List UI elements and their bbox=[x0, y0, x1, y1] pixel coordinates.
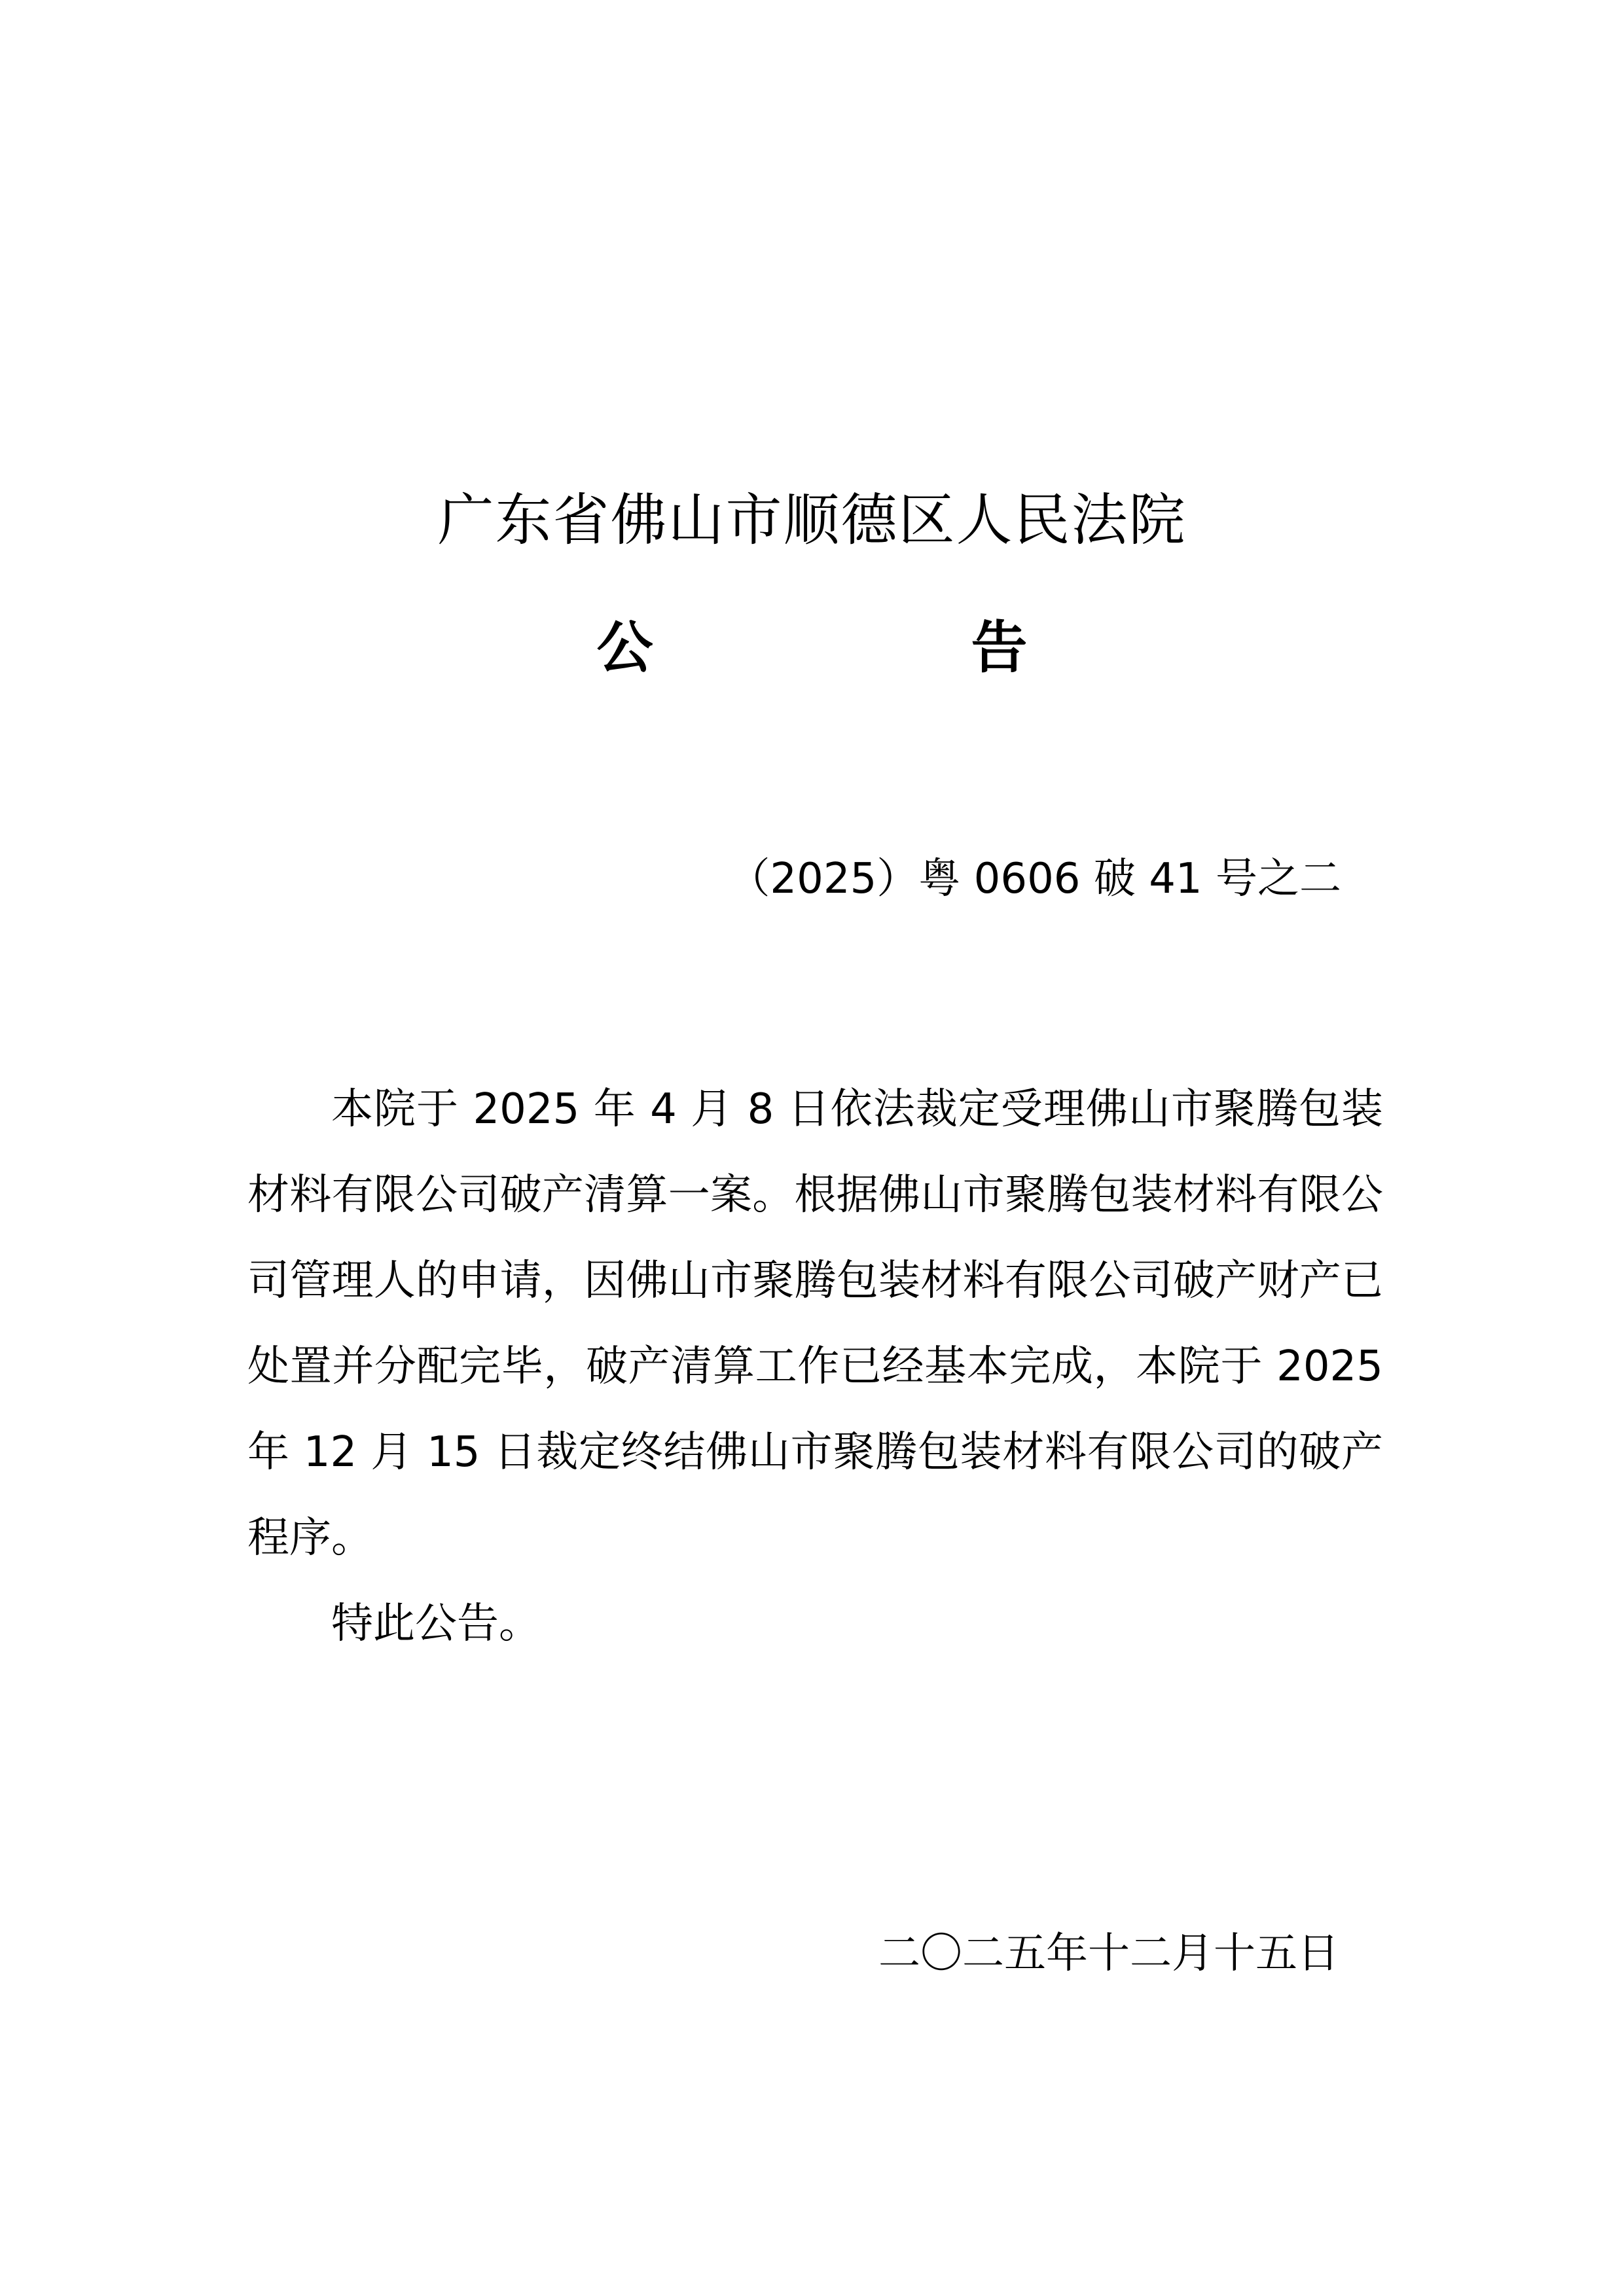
notice-title: 公 告 bbox=[596, 615, 1159, 681]
notice-closing: 特此公告。 bbox=[331, 1600, 541, 1648]
notice-body-paragraph: 本院于 2025 年 4 月 8 日依法裁定受理佛山市聚腾包装材料有限公司破产清算一案。根据佛山市聚腾包装材料有限公司管理人的申请，因佛山市聚腾包装材料有限公司破产财产已处置并分配完毕，破产清算工作已经基本完成，本院于 2025 年 12 月 15 日裁定终结佛山市聚腾包装材料有限公司的破产程序。 bbox=[247, 1085, 1383, 1562]
case-number: （2025）粤 0606 破 41 号之二 bbox=[728, 855, 1341, 903]
notice-date: 二〇二五年十二月十五日 bbox=[878, 1929, 1339, 1978]
court-name: 广东省佛山市顺德区人民法院 bbox=[437, 488, 1187, 553]
